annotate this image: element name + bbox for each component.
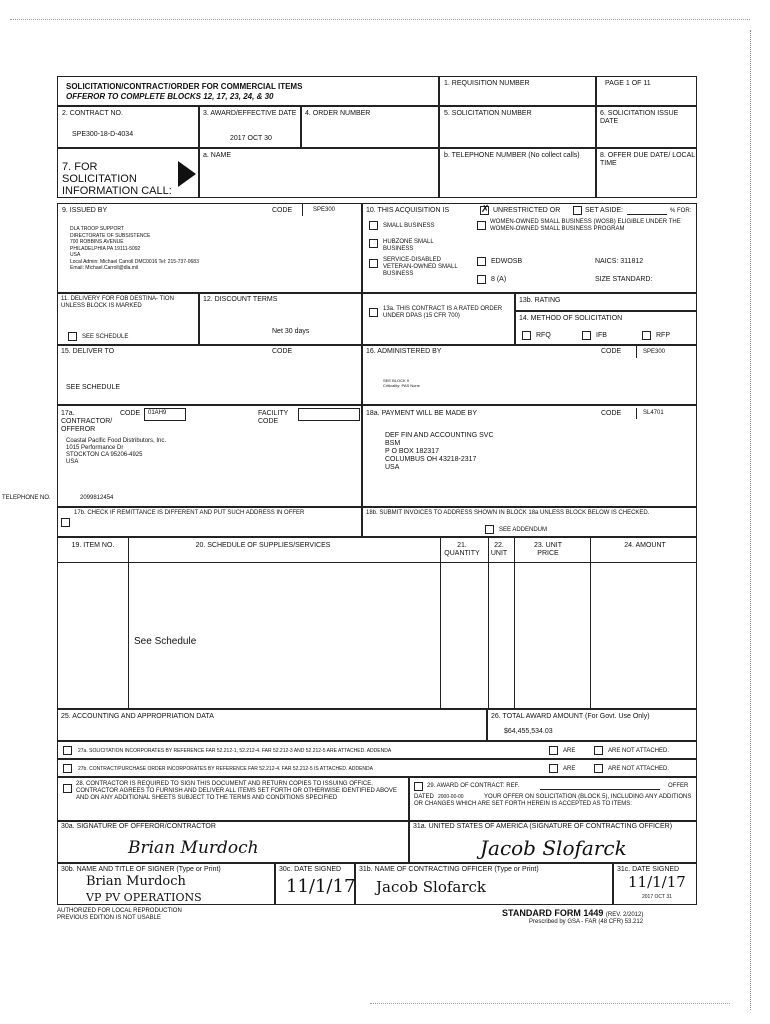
administered-box [362, 345, 697, 405]
unrestricted-label: UNRESTRICTED OR [493, 207, 561, 214]
title-box [57, 76, 439, 106]
sig-offeror-label: 30a. SIGNATURE OF OFFEROR/CONTRACTOR [61, 823, 216, 830]
rfp-checkbox[interactable] [642, 331, 651, 340]
date-signed-label: 30c. DATE SIGNED [279, 866, 342, 873]
contractor-code-value: 01AH9 [148, 410, 167, 416]
row27b-are-not-checkbox[interactable] [594, 764, 603, 773]
issued-by-address: DLA TROOP SUPPORT DIRECTORATE OF SUBSISTENCE 700 ROBBINS AVENUE PHILADELPHIA PA 19111-5092 USA Local Admin: Michael Carroll DMC0016 Tel: 215-737-0683 Email: Michael.Carroll@dla.mil [70, 226, 199, 271]
row29-box [409, 777, 697, 821]
name-signer-box [57, 863, 275, 905]
unrestricted-checkbox[interactable] [480, 206, 489, 215]
offer-due-box [596, 148, 697, 198]
award-date-box [199, 106, 301, 148]
row28-checkbox[interactable] [63, 784, 72, 793]
payment-box [362, 405, 697, 507]
arrow-right-icon [178, 161, 196, 187]
solicitation-number-label: 5. SOLICITATION NUMBER [444, 110, 532, 117]
remittance-checkbox[interactable] [61, 518, 70, 527]
row28-box [57, 777, 409, 821]
offer-due-label: 8. OFFER DUE DATE/ LOCAL TIME [600, 152, 695, 167]
col-unit-header: 22. UNIT [490, 542, 508, 557]
date-co-value: 11/1/17 [628, 873, 686, 891]
col-schedule-header: 20. SCHEDULE OF SUPPLIES/SERVICES [195, 542, 331, 549]
requisition-label: 1. REQUISITION NUMBER [444, 80, 530, 87]
date-co-box [613, 863, 697, 905]
total-award-label: 26. TOTAL AWARD AMOUNT (For Govt. Use Only) [491, 713, 650, 720]
telephone-label: b. TELEPHONE NUMBER (No collect calls) [444, 152, 580, 159]
schedule-body-text: See Schedule [134, 636, 197, 647]
footer-prescribed: Prescribed by GSA - FAR (48 CFR) 53.212 [529, 919, 644, 925]
row27b-text: 27b. CONTRACT/PURCHASE ORDER INCORPORATES BY REFERENCE FAR 52.212-4. FAR 52.212-5 IS ATTACHED. ADDENDA [78, 766, 373, 772]
col-unit-price-header: 23. UNIT PRICE [533, 542, 562, 557]
deliver-to-box [57, 345, 362, 405]
sig-us-box [409, 821, 697, 863]
scan-artifact-bottom [370, 1003, 730, 1004]
name-signer-value: Brian Murdoch [86, 874, 186, 889]
small-business-label: SMALL BUSINESS [383, 223, 435, 229]
deliver-to-label: 15. DELIVER TO [61, 348, 115, 355]
submit-invoices-box [362, 507, 697, 537]
row27b-are-label: ARE [563, 766, 576, 772]
edwosb-checkbox[interactable] [477, 257, 486, 266]
solicitation-issue-label: 6. SOLICITATION ISSUE DATE [600, 110, 679, 125]
row27a-are-not-checkbox[interactable] [594, 746, 603, 755]
accounting-box [57, 709, 487, 741]
rfq-label: RFQ [536, 332, 551, 339]
payment-code-value: SL4701 [643, 410, 664, 416]
col-quantity-header: 21. QUANTITY [444, 542, 480, 557]
order-number-box [301, 106, 439, 148]
method-box [515, 311, 697, 345]
footer-form-name [502, 908, 643, 918]
col-item-header: 19. ITEM NO. [71, 542, 115, 549]
eight-a-checkbox[interactable] [477, 275, 486, 284]
sig-us-signature: Jacob Slofarck [480, 836, 627, 860]
footer-left: AUTHORIZED FOR LOCAL REPRODUCTION PREVIOUS EDITION IS NOT USABLE [57, 908, 182, 921]
acquisition-label: 10. THIS ACQUISITION IS [366, 207, 450, 214]
sig-offeror-signature: Brian Murdoch [128, 838, 259, 858]
total-award-value: $64,455,534.03 [504, 728, 553, 735]
wosb-label: WOMEN-OWNED SMALL BUSINESS (WOSB) ELIGIBLE UNDER THE WOMEN-OWNED SMALL BUSINESS PROGRAM [490, 219, 681, 232]
name-box [199, 148, 439, 198]
name-signer-label: 30b. NAME AND TITLE OF SIGNER (Type or Print) [61, 866, 221, 873]
col-divider-1 [128, 538, 129, 709]
row29-award-label: 29. AWARD OF CONTRACT: REF. [427, 783, 520, 789]
acquisition-box [362, 203, 697, 293]
solicitation-number-box [439, 106, 596, 148]
row29-checkbox[interactable] [414, 782, 423, 791]
administered-code-label: CODE [601, 348, 622, 355]
name-co-label: 31b. NAME OF CONTRACTING OFFICER (Type or Print) [359, 866, 539, 873]
eight-a-label: 8 (A) [491, 276, 507, 283]
date-co-label: 31c. DATE SIGNED [617, 866, 680, 873]
schedule-header-divider [58, 562, 696, 563]
hubzone-checkbox[interactable] [369, 239, 378, 248]
row29-your-offer-text: YOUR OFFER ON SOLICITATION (BLOCK 5), INCLUDING ANY ADDITIONS OR CHANGES WHICH ARE SET FORTH HEREIN IS ACCEPTED AS TO ITEMS: [414, 794, 692, 807]
facility-label: FACILITY CODE [258, 410, 289, 425]
form-rev: (REV. 2/2012) [605, 912, 644, 918]
date-signed-box [275, 863, 355, 905]
method-label: 14. METHOD OF SOLICITATION [519, 315, 623, 322]
contractor-code-label: CODE [120, 410, 141, 417]
row29-ref-line [540, 789, 660, 790]
col-divider-3 [488, 538, 489, 709]
administered-label: 16. ADMINISTERED BY [366, 348, 442, 355]
small-business-checkbox[interactable] [369, 221, 378, 230]
facility-code-box [298, 408, 360, 421]
hubzone-label: HUBZONE SMALL BUSINESS [383, 239, 434, 252]
submit-invoices-label: 18b. SUBMIT INVOICES TO ADDRESS SHOWN IN BLOCK 18a UNLESS BLOCK BELOW IS CHECKED. [366, 510, 650, 516]
payment-address: DEF FIN AND ACCOUNTING SVC BSM P O BOX 182317 COLUMBUS OH 43218-2317 USA [385, 432, 494, 471]
discount-label: 12. DISCOUNT TERMS [203, 296, 278, 303]
rating-box [515, 293, 697, 311]
see-schedule-check-label: SEE SCHEDULE [82, 334, 129, 340]
see-addendum-checkbox[interactable] [485, 525, 494, 534]
col-divider-5 [590, 538, 591, 709]
naics-label: NAICS: 311812 [595, 258, 644, 265]
see-addendum-label: SEE ADDENDUM [499, 527, 548, 533]
row27a-are-checkbox[interactable] [549, 746, 558, 755]
rfp-label: RFP [656, 332, 670, 339]
sdvosb-checkbox[interactable] [369, 259, 378, 268]
administered-code-value: SPE300 [643, 349, 666, 355]
row27b-are-not-label: ARE NOT ATTACHED. [608, 766, 670, 772]
set-aside-checkbox[interactable] [573, 206, 582, 215]
set-aside-label: SET ASIDE: [585, 207, 623, 214]
set-aside-pct-for: % FOR: [670, 208, 692, 214]
scan-artifact-top [10, 19, 750, 20]
col-divider-2 [440, 538, 441, 709]
deliver-to-value: SEE SCHEDULE [66, 384, 121, 391]
requisition-box [439, 76, 596, 106]
check-mark-icon: ✗ [481, 204, 490, 215]
page-number: PAGE 1 OF 11 [605, 80, 651, 87]
order-number-label: 4. ORDER NUMBER [305, 110, 371, 117]
set-aside-pct-line [627, 214, 667, 215]
see-schedule-checkbox[interactable] [68, 332, 77, 341]
rated-order-box [362, 293, 515, 345]
sig-offeror-box [57, 821, 409, 863]
page-box [596, 76, 697, 106]
schedule-table [57, 537, 697, 709]
name-co-box [355, 863, 613, 905]
delivery-box [57, 293, 199, 345]
row27a-are-label: ARE [563, 748, 576, 754]
row28-text: 28. CONTRACTOR IS REQUIRED TO SIGN THIS DOCUMENT AND RETURN COPIES TO ISSUING OFFICE. CONTRACTOR AGREES TO FURNISH AND DELIVER ALL ITEMS SET FORTH OR OTHERWISE IDENTIFIED ABOVE AND ON ANY ADDITIONAL SHEETS SUBJECT TO THE TERMS AND CONDITIONS SPECIFIED [76, 781, 397, 801]
ifb-label: IFB [596, 332, 607, 339]
administered-value: SEE BLOCK 9 Criticality: PAS None [383, 378, 420, 388]
award-date-value: 2017 OCT 30 [230, 135, 272, 142]
admin-code-divider [636, 346, 637, 358]
row29-offer-label: OFFER [668, 783, 689, 789]
date-co-typed: 2017 OCT 31 [642, 894, 672, 900]
award-date-label: 3. AWARD/EFFECTIVE DATE [203, 110, 297, 117]
discount-box [199, 293, 362, 345]
ifb-checkbox[interactable] [582, 331, 591, 340]
col-divider-4 [514, 538, 515, 709]
name-co-value: Jacob Slofarck [376, 878, 487, 896]
form-subtitle: OFFEROR TO COMPLETE BLOCKS 12, 17, 23, 24, & 30 [66, 92, 274, 101]
row29-dated-value: 2000-00-00 [438, 794, 464, 800]
remittance-box [57, 507, 362, 537]
row29-dated-label: DATED [414, 794, 434, 800]
row27b-box [57, 759, 697, 777]
row27b-checkbox[interactable] [63, 764, 72, 773]
sig-us-label: 31a. UNITED STATES OF AMERICA (SIGNATURE OF CONTRACTING OFFICER) [413, 823, 673, 830]
contractor-address: Coastal Pacific Food Distributors, Inc. 1015 Performance Dr STOCKTON CA 95206-4925 USA [66, 438, 167, 465]
issued-by-code-value: SPE300 [313, 207, 336, 213]
contractor-box [2, 405, 362, 507]
size-standard-label: SIZE STANDARD: [595, 276, 653, 283]
issued-by-box [57, 203, 362, 293]
row27a-box [57, 741, 697, 759]
contractor-label: 17a. CONTRACTOR/ OFFEROR [61, 410, 113, 433]
contract-no-box [57, 106, 199, 148]
date-signed-value: 11/1/17 [286, 876, 356, 897]
sdvosb-label: SERVICE-DISABLED VETERAN-OWNED SMALL BUSINESS [383, 257, 458, 277]
delivery-label: 11. DELIVERY FOR FOB DESTINA- TION UNLESS BLOCK IS MARKED [61, 296, 174, 309]
edwosb-label: EDWOSB [491, 258, 523, 265]
payment-label: 18a. PAYMENT WILL BE MADE BY [366, 410, 477, 417]
code-divider [302, 204, 303, 216]
rated-order-label: 13a. THIS CONTRACT IS A RATED ORDER UNDER DPAS (15 CFR 700) [383, 306, 503, 319]
title-signer-value: VP PV OPERATIONS [86, 891, 202, 904]
rated-order-checkbox[interactable] [369, 308, 378, 317]
form-title: SOLICITATION/CONTRACT/ORDER FOR COMMERCIAL ITEMS [66, 82, 303, 91]
total-award-box [487, 709, 697, 741]
row27a-text: 27a. SOLICITATION INCORPORATES BY REFERENCE FAR 52.212-1, 52.212-4. FAR 52.212-3 AND 52.212-5 ARE ATTACHED. ADDENDA [78, 748, 392, 754]
wosb-checkbox[interactable] [477, 221, 486, 230]
info-call-box [57, 148, 199, 198]
row27b-are-checkbox[interactable] [549, 764, 558, 773]
name-label: a. NAME [203, 152, 232, 159]
deliver-to-code-label: CODE [272, 348, 293, 355]
telephone-no-label: TELEPHONE NO. [2, 495, 51, 501]
info-call-label: 7. FOR SOLICITATION INFORMATION CALL: [62, 161, 172, 197]
remittance-label: 17b. CHECK IF REMITTANCE IS DIFFERENT AND PUT SUCH ADDRESS IN OFFER [74, 510, 305, 516]
sf1449-form [2, 76, 697, 926]
solicitation-issue-box [596, 106, 697, 148]
rfq-checkbox[interactable] [522, 331, 531, 340]
contract-no-value: SPE300-18-D-4034 [72, 131, 134, 138]
issued-by-label: 9. ISSUED BY [62, 207, 108, 214]
form-name: STANDARD FORM 1449 [502, 908, 604, 918]
row27a-checkbox[interactable] [63, 746, 72, 755]
accounting-label: 25. ACCOUNTING AND APPROPRIATION DATA [61, 713, 214, 720]
discount-value: Net 30 days [272, 328, 310, 335]
col-amount-header: 24. AMOUNT [624, 542, 666, 549]
contract-no-label: 2. CONTRACT NO. [62, 110, 123, 117]
telephone-box [439, 148, 596, 198]
payment-code-label: CODE [601, 410, 622, 417]
telephone-no-value: 2099812454 [80, 495, 114, 501]
rating-label: 13b. RATING [519, 297, 561, 304]
row27a-are-not-label: ARE NOT ATTACHED. [608, 748, 670, 754]
issued-by-code-label: CODE [272, 207, 293, 214]
scan-edge-line [750, 30, 751, 1010]
